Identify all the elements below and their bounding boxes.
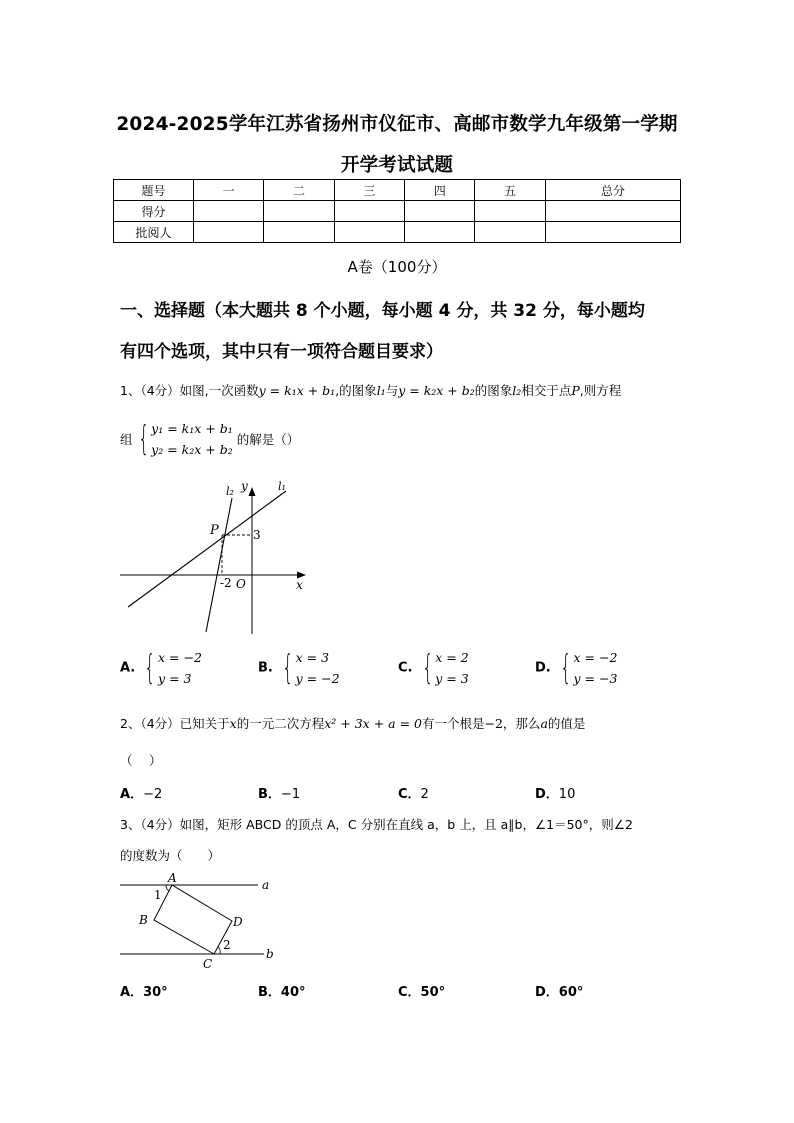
q2-prefix: 2、（4分）已知关于 (120, 716, 230, 731)
option-label: D． (535, 787, 559, 802)
q1-sys-eq2: y₂ = k₂x + b₂ (151, 442, 233, 457)
label-three: 3 (253, 528, 261, 542)
q1-stem-line2 (120, 418, 299, 460)
q1-option-b[interactable] (258, 647, 340, 689)
score-table-row (114, 222, 681, 243)
score-cell (405, 201, 475, 222)
score-header-cell: 总分 (545, 180, 680, 201)
line-l2 (206, 498, 232, 632)
q1-option-c[interactable] (398, 647, 469, 689)
option-eq-y: y = 3 (158, 671, 192, 686)
score-cell (405, 222, 475, 243)
left-brace-icon: { (282, 648, 294, 688)
q1-eq1: y = k₁x + b₁ (258, 383, 336, 398)
q1-l2: l₂ (512, 383, 522, 398)
q2-mid: 的一元二次方程 (236, 716, 325, 731)
score-cell (475, 201, 545, 222)
label-x: x (296, 578, 303, 592)
label-p: P (210, 523, 219, 538)
left-brace-icon: { (422, 648, 433, 688)
option-label: B. (258, 660, 273, 676)
q2-option-b[interactable] (258, 783, 300, 802)
q1-sys-eq1: y₁ = k₁x + b₁ (151, 421, 233, 436)
option-eq-x: x = −2 (573, 650, 618, 665)
q3-option-d[interactable] (535, 981, 583, 1000)
option-system (296, 647, 340, 689)
q1-eq2: y = k₂x + b₂ (398, 383, 475, 398)
option-eq-y: y = 3 (435, 671, 469, 686)
q1-equation-system (151, 418, 233, 460)
q2-option-d[interactable] (535, 783, 575, 802)
q2-root: −2 (484, 716, 503, 731)
line-l1 (128, 491, 286, 607)
label-c-vertex: C (203, 957, 213, 970)
option-text: 30° (143, 985, 168, 1000)
score-row-label: 批阅人 (114, 222, 194, 243)
score-cell (194, 222, 264, 243)
option-label: B． (258, 787, 281, 802)
score-cell (334, 201, 404, 222)
section-heading-line1: 一、选择题（本大题共 8 个小题，每小题 4 分，共 32 分，每小题均 (120, 301, 645, 321)
q1-option-a[interactable] (120, 647, 202, 689)
score-cell (545, 201, 680, 222)
label-line-b: b (266, 947, 274, 961)
q2-a: a (540, 716, 548, 731)
q3-option-c[interactable] (398, 981, 445, 1000)
angle-2-arc (218, 947, 220, 954)
option-text: 50° (420, 985, 446, 1000)
score-header-cell: 三 (334, 180, 404, 201)
score-header-cell: 二 (264, 180, 334, 201)
q2-mid3: ，那么 (502, 716, 541, 731)
angle-1-arc (166, 885, 169, 891)
q1-stem-line1 (120, 381, 621, 399)
option-eq-y: y = −2 (295, 671, 340, 686)
score-table (113, 179, 681, 243)
rectangle-abcd (154, 885, 232, 954)
left-brace-icon: { (144, 648, 156, 688)
q1-prefix: 1、（4分）如图,一次函数 (120, 383, 259, 398)
score-row-label: 得分 (114, 201, 194, 222)
score-table-row (114, 201, 681, 222)
score-table-header-row (114, 180, 681, 201)
q2-equation: x² + 3x + a = 0 (324, 716, 422, 731)
option-text: −2 (143, 787, 163, 802)
left-brace-icon: { (137, 419, 149, 459)
q2-answer-paren: （ ） (120, 753, 162, 768)
q1-mid2: 与 (385, 383, 399, 398)
label-neg2: -2 (220, 576, 232, 590)
label-l2: l₂ (226, 485, 234, 498)
label-l1: l₁ (278, 480, 286, 493)
q1-point-p: P (571, 383, 580, 398)
label-angle-2: 2 (223, 938, 231, 952)
q2-var: x (229, 716, 237, 731)
score-header-cell: 四 (405, 180, 475, 201)
score-cell (545, 222, 680, 243)
option-label: C. (398, 660, 413, 676)
score-cell (264, 201, 334, 222)
option-text: 60° (558, 985, 584, 1000)
q1-graph (116, 474, 316, 639)
y-axis-arrow-icon (249, 487, 256, 496)
score-cell (264, 222, 334, 243)
option-text: 10 (558, 787, 576, 802)
q3-stem-line1: 3、（4分）如图，矩形 ABCD 的顶点 A，C 分别在直线 a，b 上，且 a∥b，∠1＝50°，则∠2 (120, 817, 633, 832)
label-y: y (241, 479, 248, 493)
section-heading-line2: 有四个选项，其中只有一项符合题目要求） (120, 342, 443, 362)
q2-option-a[interactable] (120, 783, 162, 802)
option-label: A． (120, 787, 144, 802)
option-label: B． (258, 985, 281, 1000)
option-system (435, 647, 468, 689)
q3-figure (116, 870, 286, 970)
option-eq-y: y = −3 (573, 671, 618, 686)
option-system (574, 647, 618, 689)
q1-line2-suffix: 的解是（） (236, 432, 300, 447)
q1-mid3: 的图象 (474, 383, 513, 398)
q1-mid1: ,的图象 (335, 383, 377, 398)
label-line-a: a (262, 878, 270, 892)
q2-mid2: 有一个根是 (421, 716, 485, 731)
option-label: C． (398, 787, 421, 802)
q1-mid4: 相交于点 (521, 383, 572, 398)
exam-title-line1: 2024-2025学年江苏省扬州市仪征市、高邮市数学九年级第一学期 (116, 114, 678, 135)
score-header-cell: 五 (475, 180, 545, 201)
left-brace-icon: { (560, 648, 572, 688)
score-cell (194, 201, 264, 222)
q3-option-a[interactable] (120, 981, 168, 1000)
label-angle-1: 1 (154, 888, 162, 902)
q1-option-d[interactable] (535, 647, 617, 689)
option-system (158, 647, 202, 689)
option-eq-x: x = −2 (158, 650, 202, 665)
q1-suffix: ,则方程 (579, 383, 622, 398)
q2-suffix: 的值是 (547, 716, 586, 731)
option-label: A． (120, 985, 144, 1000)
option-text: −1 (280, 787, 301, 802)
label-origin: O (236, 577, 246, 591)
q3-stem-line2: 的度数为（ ） (120, 848, 221, 863)
q2-option-c[interactable] (398, 783, 429, 802)
q2-stem-line1 (120, 714, 585, 732)
exam-title-line2: 开学考试试题 (340, 155, 454, 176)
option-label: A. (120, 660, 136, 676)
option-label: C． (398, 985, 421, 1000)
score-cell (475, 222, 545, 243)
option-label: D. (535, 660, 551, 676)
q1-line2-prefix: 组 (120, 432, 133, 447)
score-cell (334, 222, 404, 243)
score-header-cell: 一 (194, 180, 264, 201)
volume-heading: A卷（100分） (347, 258, 447, 276)
option-text: 2 (420, 787, 429, 802)
option-text: 40° (280, 985, 306, 1000)
label-a-vertex: A (168, 871, 177, 885)
label-b-vertex: B (139, 913, 148, 927)
option-eq-x: x = 3 (295, 650, 330, 665)
q3-option-b[interactable] (258, 981, 306, 1000)
score-header-cell: 题号 (114, 180, 194, 201)
option-label: D． (535, 985, 559, 1000)
q1-l1: l₁ (376, 383, 386, 398)
label-d-vertex: D (233, 915, 243, 929)
option-eq-x: x = 2 (435, 650, 469, 665)
